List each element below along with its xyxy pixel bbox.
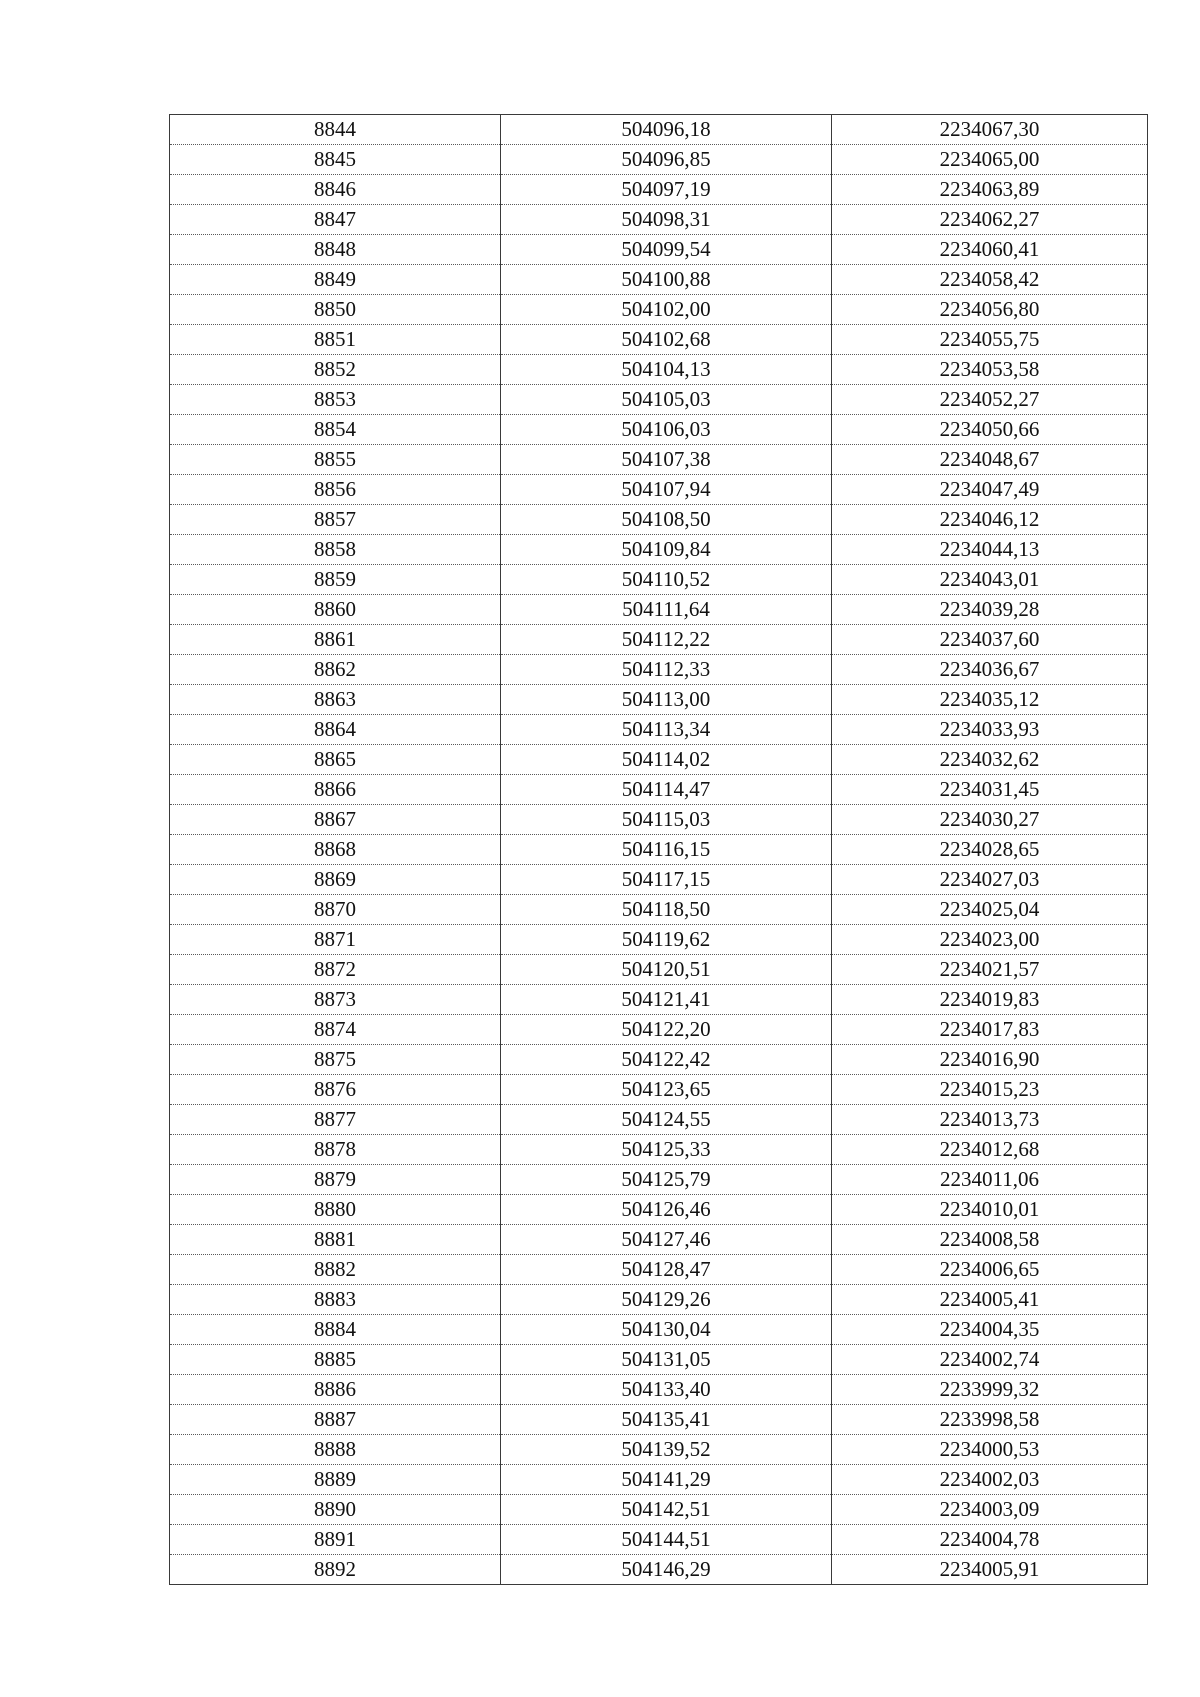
x-coordinate-cell: 504113,00 [501,685,832,715]
y-coordinate-cell: 2234028,65 [832,835,1148,865]
point-number-cell: 8868 [170,835,501,865]
y-coordinate-cell: 2234006,65 [832,1255,1148,1285]
table-row [170,625,1148,655]
y-coordinate-cell: 2234035,12 [832,685,1148,715]
table-row [170,1345,1148,1375]
point-number-cell: 8880 [170,1195,501,1225]
y-coordinate-cell: 2234039,28 [832,595,1148,625]
table-row [170,265,1148,295]
table-row [170,1525,1148,1555]
x-coordinate-cell: 504097,19 [501,175,832,205]
table-row [170,235,1148,265]
coordinates-table-body [170,115,1148,1585]
point-number-cell: 8845 [170,145,501,175]
table-row [170,1375,1148,1405]
x-coordinate-cell: 504121,41 [501,985,832,1015]
y-coordinate-cell: 2234000,53 [832,1435,1148,1465]
table-row [170,1075,1148,1105]
point-number-cell: 8879 [170,1165,501,1195]
y-coordinate-cell: 2234048,67 [832,445,1148,475]
point-number-cell: 8858 [170,535,501,565]
point-number-cell: 8852 [170,355,501,385]
y-coordinate-cell: 2234053,58 [832,355,1148,385]
coordinates-table [169,114,1148,1585]
x-coordinate-cell: 504125,79 [501,1165,832,1195]
y-coordinate-cell: 2234002,74 [832,1345,1148,1375]
y-coordinate-cell: 2234025,04 [832,895,1148,925]
point-number-cell: 8856 [170,475,501,505]
table-row [170,1165,1148,1195]
x-coordinate-cell: 504135,41 [501,1405,832,1435]
x-coordinate-cell: 504141,29 [501,1465,832,1495]
table-row [170,1135,1148,1165]
x-coordinate-cell: 504146,29 [501,1555,832,1585]
point-number-cell: 8874 [170,1015,501,1045]
y-coordinate-cell: 2234003,09 [832,1495,1148,1525]
y-coordinate-cell: 2234037,60 [832,625,1148,655]
x-coordinate-cell: 504125,33 [501,1135,832,1165]
point-number-cell: 8848 [170,235,501,265]
table-row [170,1435,1148,1465]
y-coordinate-cell: 2234052,27 [832,385,1148,415]
point-number-cell: 8849 [170,265,501,295]
point-number-cell: 8891 [170,1525,501,1555]
table-row [170,925,1148,955]
y-coordinate-cell: 2234060,41 [832,235,1148,265]
y-coordinate-cell: 2234032,62 [832,745,1148,775]
y-coordinate-cell: 2234015,23 [832,1075,1148,1105]
point-number-cell: 8883 [170,1285,501,1315]
point-number-cell: 8864 [170,715,501,745]
table-row [170,505,1148,535]
y-coordinate-cell: 2233998,58 [832,1405,1148,1435]
x-coordinate-cell: 504144,51 [501,1525,832,1555]
x-coordinate-cell: 504102,68 [501,325,832,355]
table-row [170,565,1148,595]
point-number-cell: 8882 [170,1255,501,1285]
table-row [170,895,1148,925]
y-coordinate-cell: 2234013,73 [832,1105,1148,1135]
y-coordinate-cell: 2234021,57 [832,955,1148,985]
y-coordinate-cell: 2234004,78 [832,1525,1148,1555]
x-coordinate-cell: 504109,84 [501,535,832,565]
point-number-cell: 8870 [170,895,501,925]
point-number-cell: 8847 [170,205,501,235]
table-row [170,1285,1148,1315]
point-number-cell: 8863 [170,685,501,715]
table-row [170,355,1148,385]
table-row [170,475,1148,505]
x-coordinate-cell: 504115,03 [501,805,832,835]
y-coordinate-cell: 2234030,27 [832,805,1148,835]
point-number-cell: 8881 [170,1225,501,1255]
point-number-cell: 8892 [170,1555,501,1585]
table-row [170,685,1148,715]
table-row [170,145,1148,175]
table-row [170,865,1148,895]
table-row [170,1495,1148,1525]
point-number-cell: 8861 [170,625,501,655]
x-coordinate-cell: 504131,05 [501,1345,832,1375]
y-coordinate-cell: 2234002,03 [832,1465,1148,1495]
point-number-cell: 8859 [170,565,501,595]
y-coordinate-cell: 2234063,89 [832,175,1148,205]
point-number-cell: 8844 [170,115,501,145]
y-coordinate-cell: 2234005,91 [832,1555,1148,1585]
y-coordinate-cell: 2234047,49 [832,475,1148,505]
table-row [170,535,1148,565]
x-coordinate-cell: 504142,51 [501,1495,832,1525]
y-coordinate-cell: 2234008,58 [832,1225,1148,1255]
x-coordinate-cell: 504124,55 [501,1105,832,1135]
y-coordinate-cell: 2234005,41 [832,1285,1148,1315]
point-number-cell: 8860 [170,595,501,625]
x-coordinate-cell: 504114,47 [501,775,832,805]
point-number-cell: 8878 [170,1135,501,1165]
y-coordinate-cell: 2234044,13 [832,535,1148,565]
y-coordinate-cell: 2234016,90 [832,1045,1148,1075]
table-row [170,1225,1148,1255]
x-coordinate-cell: 504102,00 [501,295,832,325]
y-coordinate-cell: 2234046,12 [832,505,1148,535]
point-number-cell: 8850 [170,295,501,325]
x-coordinate-cell: 504107,38 [501,445,832,475]
point-number-cell: 8887 [170,1405,501,1435]
y-coordinate-cell: 2234067,30 [832,115,1148,145]
x-coordinate-cell: 504133,40 [501,1375,832,1405]
y-coordinate-cell: 2234031,45 [832,775,1148,805]
y-coordinate-cell: 2234056,80 [832,295,1148,325]
point-number-cell: 8869 [170,865,501,895]
table-row [170,205,1148,235]
point-number-cell: 8865 [170,745,501,775]
table-row [170,1045,1148,1075]
x-coordinate-cell: 504105,03 [501,385,832,415]
point-number-cell: 8862 [170,655,501,685]
x-coordinate-cell: 504100,88 [501,265,832,295]
point-number-cell: 8872 [170,955,501,985]
table-row [170,115,1148,145]
table-row [170,1105,1148,1135]
y-coordinate-cell: 2233999,32 [832,1375,1148,1405]
point-number-cell: 8866 [170,775,501,805]
x-coordinate-cell: 504098,31 [501,205,832,235]
x-coordinate-cell: 504112,22 [501,625,832,655]
point-number-cell: 8857 [170,505,501,535]
table-row [170,715,1148,745]
point-number-cell: 8873 [170,985,501,1015]
table-row [170,655,1148,685]
x-coordinate-cell: 504110,52 [501,565,832,595]
x-coordinate-cell: 504107,94 [501,475,832,505]
y-coordinate-cell: 2234017,83 [832,1015,1148,1045]
table-row [170,745,1148,775]
point-number-cell: 8877 [170,1105,501,1135]
y-coordinate-cell: 2234012,68 [832,1135,1148,1165]
table-row [170,955,1148,985]
x-coordinate-cell: 504128,47 [501,1255,832,1285]
point-number-cell: 8851 [170,325,501,355]
table-row [170,385,1148,415]
x-coordinate-cell: 504122,20 [501,1015,832,1045]
point-number-cell: 8890 [170,1495,501,1525]
x-coordinate-cell: 504096,18 [501,115,832,145]
table-row [170,775,1148,805]
y-coordinate-cell: 2234004,35 [832,1315,1148,1345]
x-coordinate-cell: 504099,54 [501,235,832,265]
y-coordinate-cell: 2234027,03 [832,865,1148,895]
point-number-cell: 8888 [170,1435,501,1465]
table-row [170,595,1148,625]
y-coordinate-cell: 2234023,00 [832,925,1148,955]
point-number-cell: 8885 [170,1345,501,1375]
x-coordinate-cell: 504116,15 [501,835,832,865]
point-number-cell: 8855 [170,445,501,475]
y-coordinate-cell: 2234036,67 [832,655,1148,685]
point-number-cell: 8871 [170,925,501,955]
point-number-cell: 8854 [170,415,501,445]
x-coordinate-cell: 504117,15 [501,865,832,895]
point-number-cell: 8889 [170,1465,501,1495]
table-row [170,175,1148,205]
table-row [170,1195,1148,1225]
x-coordinate-cell: 504126,46 [501,1195,832,1225]
point-number-cell: 8884 [170,1315,501,1345]
y-coordinate-cell: 2234058,42 [832,265,1148,295]
table-row [170,1555,1148,1585]
table-row [170,1465,1148,1495]
x-coordinate-cell: 504129,26 [501,1285,832,1315]
x-coordinate-cell: 504096,85 [501,145,832,175]
table-row [170,415,1148,445]
table-row [170,325,1148,355]
y-coordinate-cell: 2234050,66 [832,415,1148,445]
table-row [170,805,1148,835]
y-coordinate-cell: 2234033,93 [832,715,1148,745]
table-row [170,1255,1148,1285]
x-coordinate-cell: 504139,52 [501,1435,832,1465]
x-coordinate-cell: 504120,51 [501,955,832,985]
point-number-cell: 8875 [170,1045,501,1075]
x-coordinate-cell: 504127,46 [501,1225,832,1255]
x-coordinate-cell: 504119,62 [501,925,832,955]
table-row [170,1405,1148,1435]
point-number-cell: 8846 [170,175,501,205]
table-row [170,985,1148,1015]
x-coordinate-cell: 504118,50 [501,895,832,925]
y-coordinate-cell: 2234043,01 [832,565,1148,595]
y-coordinate-cell: 2234055,75 [832,325,1148,355]
point-number-cell: 8886 [170,1375,501,1405]
point-number-cell: 8853 [170,385,501,415]
x-coordinate-cell: 504104,13 [501,355,832,385]
x-coordinate-cell: 504113,34 [501,715,832,745]
table-row [170,445,1148,475]
table-row [170,1315,1148,1345]
x-coordinate-cell: 504130,04 [501,1315,832,1345]
y-coordinate-cell: 2234065,00 [832,145,1148,175]
table-row [170,1015,1148,1045]
table-row [170,295,1148,325]
y-coordinate-cell: 2234019,83 [832,985,1148,1015]
x-coordinate-cell: 504123,65 [501,1075,832,1105]
x-coordinate-cell: 504114,02 [501,745,832,775]
x-coordinate-cell: 504122,42 [501,1045,832,1075]
point-number-cell: 8876 [170,1075,501,1105]
table-row [170,835,1148,865]
y-coordinate-cell: 2234062,27 [832,205,1148,235]
y-coordinate-cell: 2234011,06 [832,1165,1148,1195]
x-coordinate-cell: 504111,64 [501,595,832,625]
x-coordinate-cell: 504108,50 [501,505,832,535]
y-coordinate-cell: 2234010,01 [832,1195,1148,1225]
x-coordinate-cell: 504106,03 [501,415,832,445]
point-number-cell: 8867 [170,805,501,835]
x-coordinate-cell: 504112,33 [501,655,832,685]
